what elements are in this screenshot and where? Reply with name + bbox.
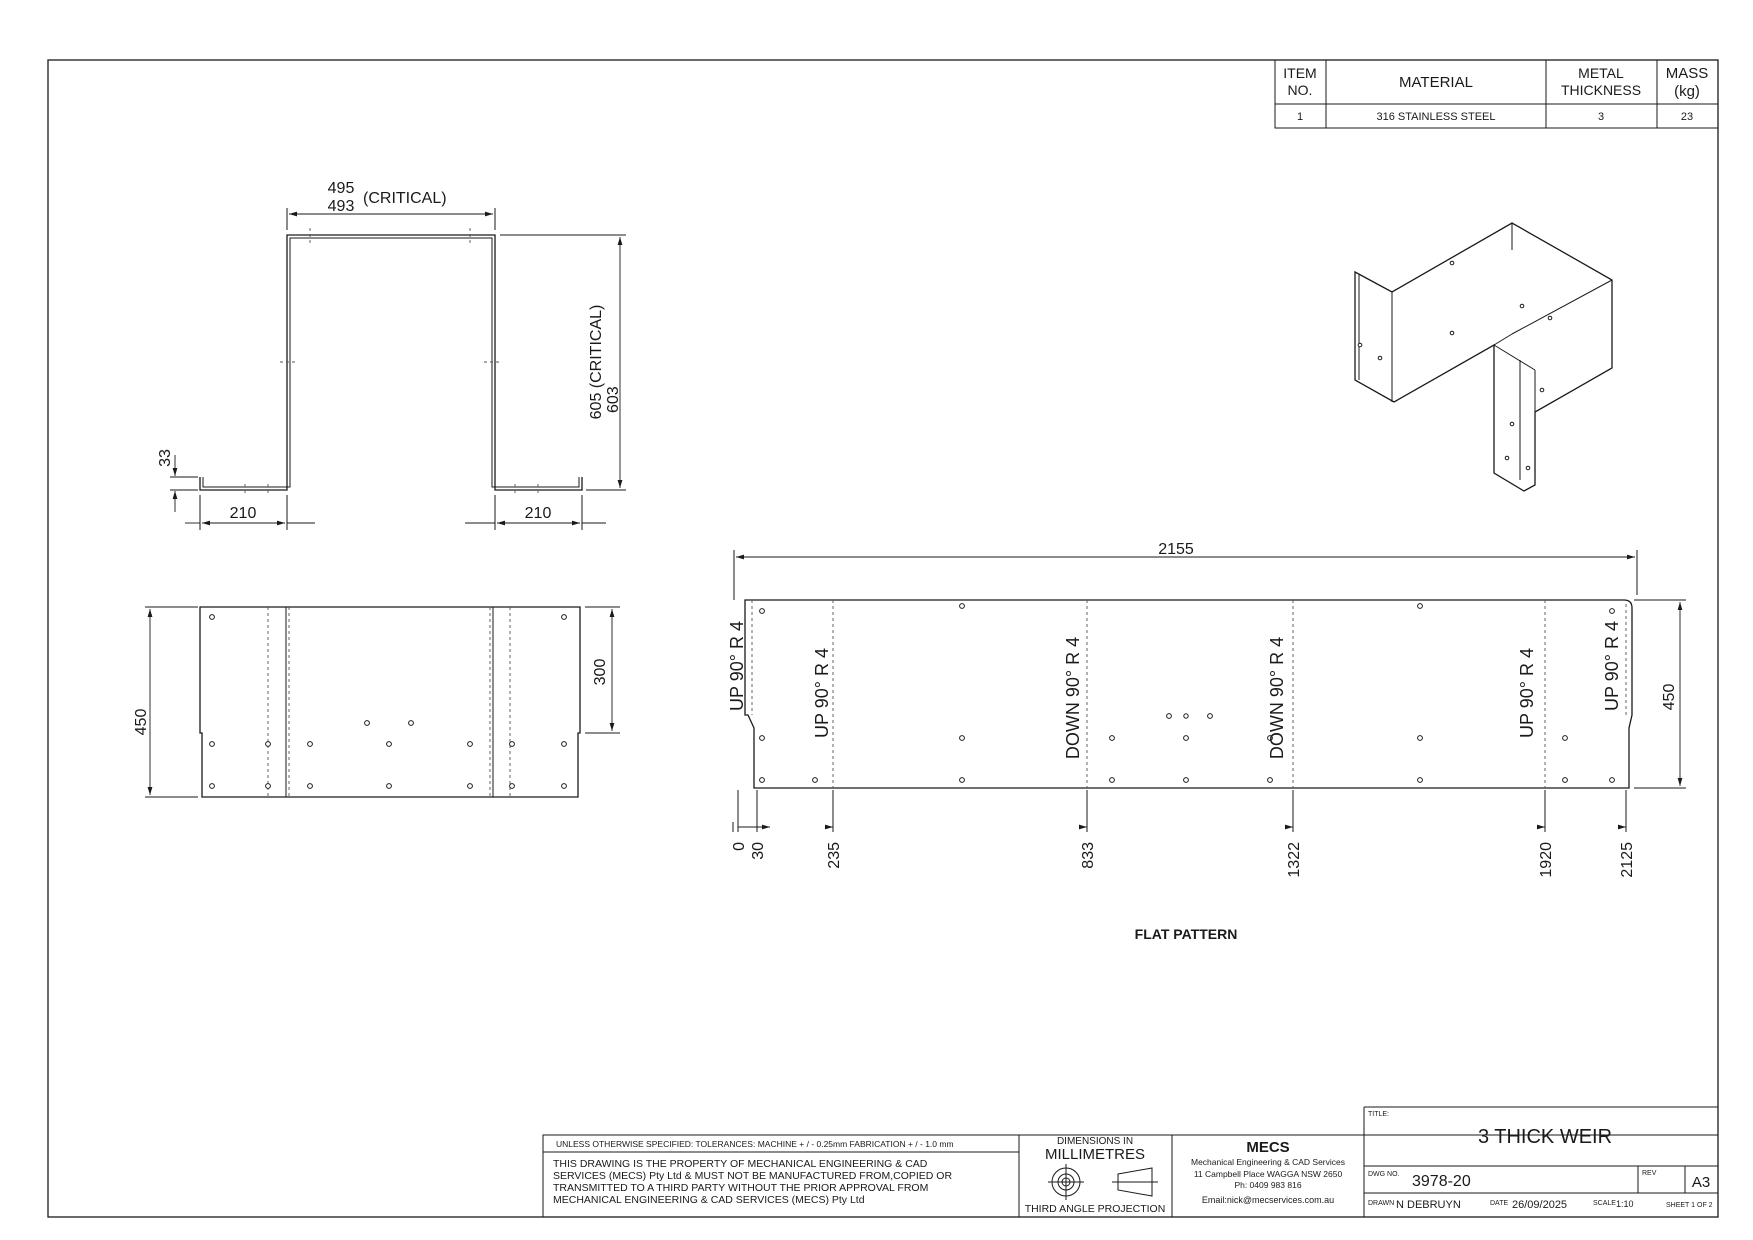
front-top-dim-note: (CRITICAL): [363, 190, 447, 207]
hole: [468, 784, 473, 789]
property-note-1: THIS DRAWING IS THE PROPERTY OF MECHANICAL ENGINEERING & CAD: [553, 1158, 928, 1170]
flat-pattern-title: FLAT PATTERN: [1134, 926, 1238, 942]
date-label: DATE: [1490, 1200, 1509, 1207]
front-view: [157, 180, 626, 530]
bend-note-4: DOWN 90° R 4: [1267, 636, 1287, 760]
company-name: Mechanical Engineering & CAD Services: [1190, 1157, 1346, 1167]
bend-note-6: UP 90° R 4: [1602, 621, 1622, 711]
company-email: Email:nick@mecservices.com.au: [1201, 1195, 1335, 1205]
hole: [266, 784, 271, 789]
front-lip-dim: 33: [157, 449, 174, 467]
hole: [1610, 778, 1615, 783]
bom-header-material: MATERIAL: [1399, 74, 1473, 91]
company-address: 11 Campbell Place WAGGA NSW 2650: [1193, 1169, 1343, 1179]
dwg-no: 3978-20: [1412, 1173, 1471, 1190]
front-right-flange-dim: 210: [524, 505, 552, 522]
hole: [1110, 778, 1115, 783]
hole: [1563, 778, 1568, 783]
hole: [510, 784, 515, 789]
hole: [308, 784, 313, 789]
isometric-view: [1355, 223, 1612, 491]
top-slot-dim: 300: [592, 658, 609, 686]
bom-header-metal: METAL: [1578, 65, 1624, 81]
flat-overall-length: 2155: [1158, 541, 1194, 558]
hole: [960, 736, 965, 741]
hole: [1610, 609, 1615, 614]
hole: [210, 784, 215, 789]
bom-row-material: 316 STAINLESS STEEL: [1376, 111, 1496, 123]
hole: [760, 609, 765, 614]
hole: [409, 721, 414, 726]
property-note-2: SERVICES (MECS) Pty Ltd & MUST NOT BE MANUFACTURED FROM,COPIED OR: [553, 1170, 953, 1182]
hole: [1110, 736, 1115, 741]
hole: [510, 742, 515, 747]
drawing-scale: 1:10: [1616, 1199, 1634, 1209]
hole: [308, 742, 313, 747]
bom-header-item: ITEM: [1283, 65, 1317, 81]
hole: [813, 778, 818, 783]
hole: [562, 615, 567, 620]
top-height-dim: 450: [133, 708, 150, 736]
property-note-3: TRANSMITTED TO A THIRD PARTY WITHOUT THE PRIOR APPROVAL FROM: [553, 1182, 929, 1194]
hole: [1563, 736, 1568, 741]
front-height-dim: 605 (CRITICAL): [588, 304, 605, 420]
hole: [1418, 604, 1423, 609]
company-logo: MECS: [1246, 1139, 1290, 1156]
rev-label: REV: [1642, 1170, 1657, 1177]
front-height-dim-lower: 603: [605, 386, 622, 413]
hole: [210, 742, 215, 747]
projection-label: THIRD ANGLE PROJECTION: [1024, 1203, 1166, 1215]
sheet-border: [48, 60, 1718, 1217]
bend-note-3: DOWN 90° R 4: [1063, 636, 1083, 760]
sheet-size: A3: [1691, 1174, 1711, 1191]
scale-label: SCALE: [1593, 1200, 1616, 1207]
ordinate-label: 235: [826, 842, 843, 869]
ordinate-label: 1322: [1286, 842, 1303, 878]
tolerances-note: UNLESS OTHERWISE SPECIFIED: TOLERANCES: MACHINE + / - 0.25mm FABRICATION + / - 1.0 mm: [556, 1139, 954, 1149]
hole: [1184, 778, 1189, 783]
hole: [468, 742, 473, 747]
hole: [1184, 736, 1189, 741]
front-top-dim-lower: 493: [327, 198, 355, 215]
hole: [960, 778, 965, 783]
bom-header-thickness: THICKNESS: [1560, 82, 1642, 98]
title-label: TITLE:: [1368, 1111, 1390, 1118]
bend-note-1: UP 90° R 4: [727, 621, 747, 711]
flat-pattern-view: [727, 541, 1686, 942]
bom-row-item: 1: [1296, 111, 1304, 123]
hole: [387, 784, 392, 789]
front-left-flange-dim: 210: [229, 505, 257, 522]
hole: [760, 736, 765, 741]
hole: [562, 784, 567, 789]
bom-header-no: NO.: [1287, 82, 1313, 98]
bom-header-mass: MASS: [1665, 65, 1709, 82]
ordinate-label: 30: [750, 842, 767, 860]
projection-symbol-icon: [1048, 1164, 1158, 1200]
dimensions-in-label: DIMENSIONS IN: [1056, 1136, 1134, 1147]
ordinate-label: 2125: [1619, 842, 1636, 878]
hole: [760, 778, 765, 783]
ordinate-label: 833: [1080, 842, 1097, 869]
hole: [1418, 778, 1423, 783]
ordinate-label: 1920: [1538, 842, 1555, 878]
flat-height: 450: [1661, 683, 1678, 711]
hole: [1418, 736, 1423, 741]
hole: [1167, 714, 1172, 719]
property-note-4: MECHANICAL ENGINEERING & CAD SERVICES (MECS) Pty Ltd: [553, 1194, 865, 1206]
company-phone: Ph: 0409 983 816: [1234, 1180, 1302, 1190]
hole: [960, 604, 965, 609]
ordinate-label: 0: [731, 842, 748, 851]
hole: [210, 615, 215, 620]
hole: [1208, 714, 1213, 719]
drawing-title: 3 THICK WEIR: [1477, 1126, 1613, 1148]
bom-row-thickness: 3: [1597, 111, 1605, 123]
bom-table: [1275, 60, 1718, 128]
hole: [365, 721, 370, 726]
hole: [266, 742, 271, 747]
bom-header-kg: (kg): [1674, 83, 1700, 100]
sheet-number: SHEET 1 OF 2: [1666, 1202, 1713, 1209]
top-view: [133, 607, 620, 797]
title-block: [543, 1107, 1718, 1217]
hole: [387, 742, 392, 747]
bend-note-5: UP 90° R 4: [1517, 648, 1537, 738]
units-label: MILLIMETRES: [1044, 1146, 1146, 1163]
front-top-dim-upper: 495: [327, 180, 355, 197]
drawn-by: N DEBRUYN: [1396, 1199, 1461, 1211]
bom-row-mass: 23: [1680, 111, 1694, 123]
drawing-date: 26/09/2025: [1512, 1199, 1568, 1211]
hole: [1268, 778, 1273, 783]
dwg-no-label: DWG NO.: [1368, 1171, 1400, 1178]
bend-note-2: UP 90° R 4: [812, 648, 832, 738]
hole: [562, 742, 567, 747]
drawn-label: DRAWN: [1368, 1200, 1395, 1207]
